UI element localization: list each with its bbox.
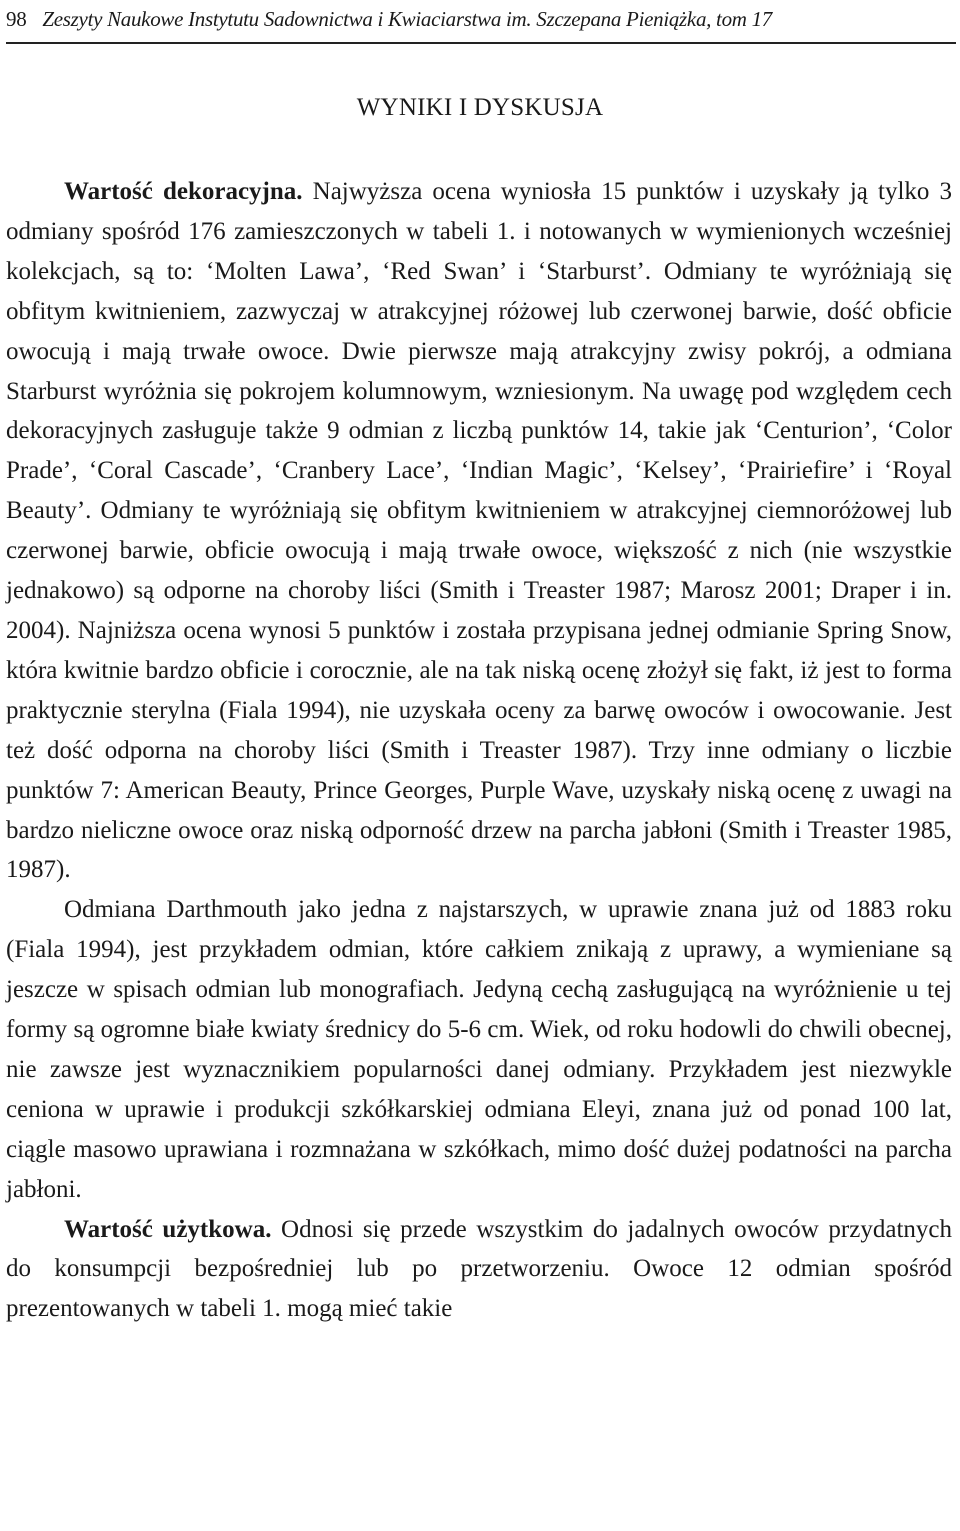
paragraph-text: Odmiana Darthmouth jako jedna z najstarszych, w uprawie znana już od 1883 roku (Fiala 1994), jest przykładem odmian, które całkiem znikają z uprawy, a wymieniane są jeszcze w spisach odmian lub monografiach. Jedyną cechą zasługującą na wyróżnienie u tej formy są ogromne białe kwiaty średnicy do 5-6 cm. Wiek, od roku hodowli do chwili obecnej, nie zawsze jest wyznacznikiem popularności danej odmiany. Przykładem jest niezwykle ceniona w uprawie i produkcji szkółkarskiej odmiana Eleyi, znana już od ponad 100 lat, ciągle masowo uprawiana i rozmnażana w szkółkach, mimo dość dużej podatności na parcha jabłoni. — [6, 896, 952, 1203]
journal-title: Zeszyty Naukowe Instytutu Sadownictwa i Kwiaciarstwa im. Szczepana Pieniążka, tom 17 — [42, 7, 772, 31]
paragraph-text: Odnosi się przede wszystkim do jadalnych owoców przydatnych do konsumpcji bezpośredniej lub po przetworzeniu. Owoce 12 odmian spośród prezentowanych w tabeli 1. mogą mieć takie — [6, 1215, 952, 1323]
section-title: WYNIKI I DYSKUSJA — [356, 94, 604, 121]
running-header — [6, 4, 952, 34]
paragraph — [6, 172, 952, 890]
paragraph-text: Najwyższa ocena wyniosła 15 punktów i uzyskały ją tylko 3 odmiany spośród 176 zamieszczonych w tabeli 1. i notowanych w wymienionych wcześniej kolekcjach, są to: ‘Molten Lawa’, ‘Red Swan’ i ‘Starburst’. Odmiany te wyróżniają się obfitym kwitnieniem, zazwyczaj w atrakcyjnej różowej lub czerwonej barwie, dość obficie owocują i mają trwałe owoce. Dwie pierwsze mają atrakcyjny zwisy pokrój, a odmiana Starburst wyróżnia się pokrojem kolumnowym, wzniesionym. Na uwagę pod względem cech dekoracyjnych zasługuje także 9 odmian z liczbą punktów 14, takie jak ‘Centurion’, ‘Color Prade’, ‘Coral Cascade’, ‘Cranbery Lace’, ‘Indian Magic’, ‘Kelsey’, ‘Prairiefire’ i ‘Royal Beauty’. Odmiany te wyróżniają się obfitym kwitnieniem w atrakcyjnej ciemnoróżowej lub czerwonej barwie, obficie owocują i mają trwałe owoce, większość z nich (nie wszystkie jednakowo) są odporne na choroby liści (Smith i Treaster 1987; Marosz 2001; Draper i in. 2004). Najniższa ocena wynosi 5 punktów i została przypisana jednej odmianie Spring Snow, która kwitnie bardzo obficie i corocznie, ale na tak niską ocenę złożył się fakt, iż jest to forma praktycznie sterylna (Fiala 1994), nie uzyskała oceny za barwę owoców i owocowanie. Jest też dość odporna na choroby liści (Smith i Treaster 1987). Trzy inne odmiany o liczbie punktów 7: American Beauty, Prince Georges, Purple Wave, uzyskały niską ocenę z uwagi na bardzo nieliczne owoce oraz niską odporność drzew na parcha jabłoni (Smith i Treaster 1985, 1987). — [6, 178, 952, 884]
header-rule — [6, 42, 956, 44]
paragraph-lead: Wartość użytkowa. — [64, 1215, 272, 1243]
paragraph — [6, 1210, 952, 1330]
body-text — [6, 172, 952, 1329]
paragraph-lead: Wartość dekoracyjna. — [64, 178, 303, 205]
paragraph — [6, 890, 952, 1209]
page-number: 98 — [6, 7, 27, 31]
